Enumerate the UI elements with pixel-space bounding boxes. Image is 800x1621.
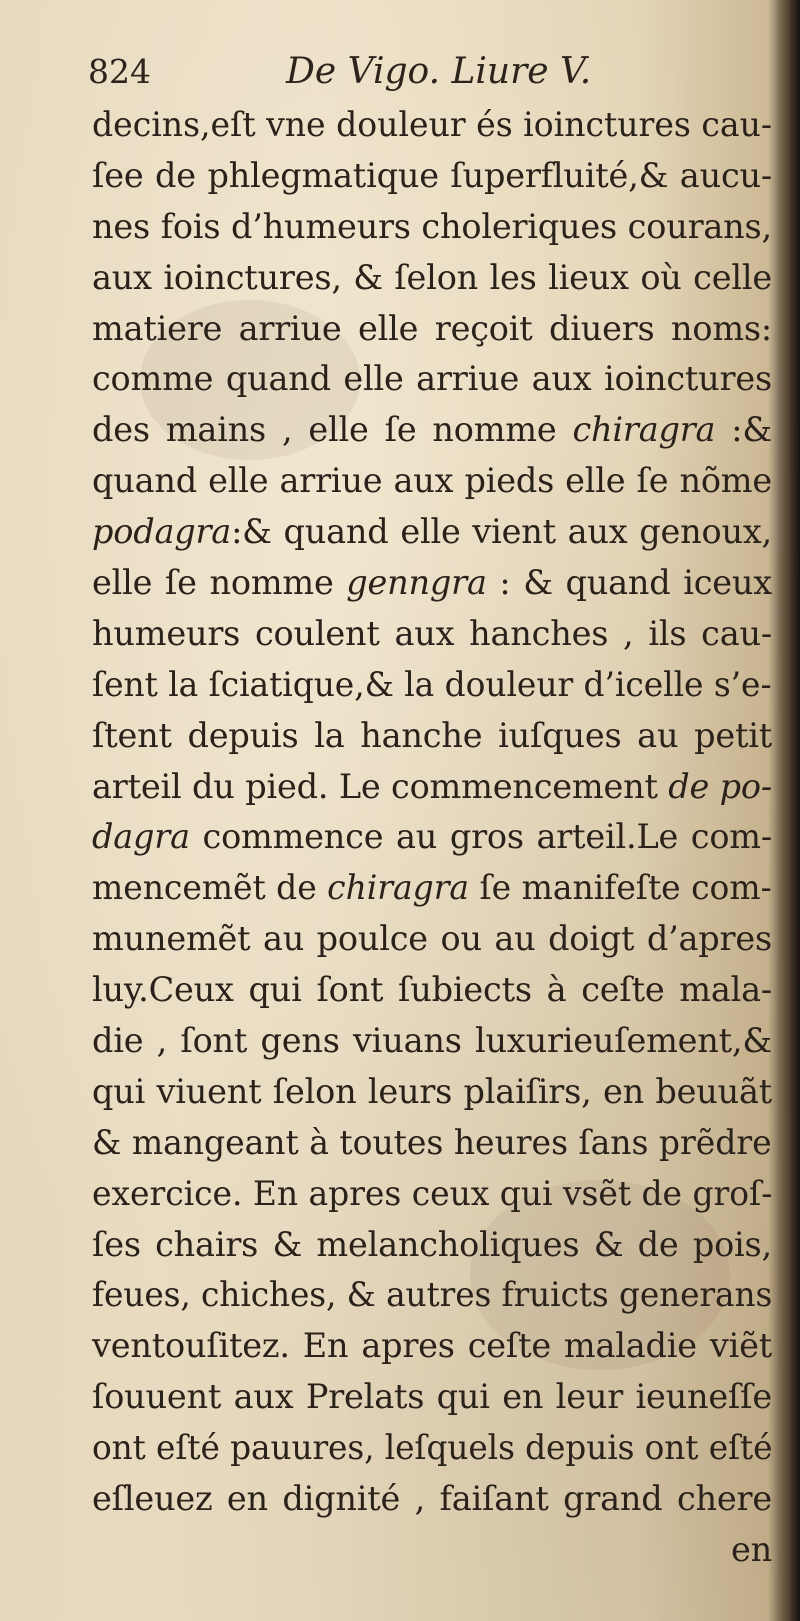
text-segment: munemẽt au poulce ou au doigt d’apres xyxy=(92,919,772,959)
page-number: 824 xyxy=(88,52,151,91)
text-line xyxy=(92,1423,773,1474)
text-line xyxy=(92,558,772,609)
text-line xyxy=(92,354,772,405)
text-segment: commence au gros arteil.Le com- xyxy=(189,817,772,857)
text-line xyxy=(92,151,772,202)
text-line xyxy=(92,1321,772,1372)
text-segment: quand elle arriue aux pieds elle ſe nõme xyxy=(92,461,772,501)
text-line xyxy=(92,762,772,813)
text-segment: decins,eſt vne douleur és ioinctures cau- xyxy=(92,105,773,144)
text-segment: ſent la ſciatique,& la douleur d’icelle s’e- xyxy=(92,664,772,704)
text-line xyxy=(92,1169,773,1220)
text-line xyxy=(92,100,773,151)
text-line xyxy=(92,914,772,965)
body-text xyxy=(92,100,772,1576)
text-line xyxy=(92,965,772,1016)
text-segment: nes fois d’humeurs choleriques courans, xyxy=(92,206,772,246)
text-segment: matiere arriue elle reçoit diuers noms: xyxy=(92,308,772,348)
text-segment: : & quand iceux xyxy=(486,563,772,603)
text-line xyxy=(92,1372,772,1423)
text-line xyxy=(92,1474,772,1525)
text-segment: eſleuez en dignité , faiſant grand chere xyxy=(92,1479,772,1519)
page-header xyxy=(88,48,688,96)
text-segment: humeurs coulent aux hanches , ils cau- xyxy=(92,613,772,653)
text-line xyxy=(92,812,772,863)
text-line xyxy=(92,1220,772,1271)
text-segment: qui viuent ſelon leurs plaiſirs, en beuuãt xyxy=(92,1071,772,1111)
text-segment: :& quand elle vient aux genoux, xyxy=(231,512,772,552)
text-segment: luy.Ceux qui ſont ſubiects à ceſte mala- xyxy=(92,970,772,1010)
text-line xyxy=(92,863,772,914)
text-line xyxy=(92,1067,772,1118)
italic-term: chiragra xyxy=(572,410,716,450)
text-line xyxy=(92,609,772,660)
italic-term: dagra xyxy=(92,817,190,857)
text-segment: elle ſe nomme xyxy=(92,563,347,603)
text-segment: arteil du pied. Le commencement xyxy=(92,766,669,806)
text-segment: & mangeant à toutes heures ſans prẽdre xyxy=(92,1122,772,1162)
text-segment: comme quand elle arriue aux ioinctures xyxy=(92,359,772,399)
catchword: en xyxy=(730,1529,772,1569)
text-segment: des mains , elle ſe nomme xyxy=(92,410,573,450)
italic-term: genngra xyxy=(346,563,487,603)
text-line xyxy=(92,253,772,304)
text-line xyxy=(92,202,772,253)
text-segment: die , ſont gens viuans luxurieuſement,& xyxy=(92,1021,772,1061)
text-segment: aux ioinctures, & ſelon les lieux où celle xyxy=(92,257,772,297)
text-line xyxy=(92,304,772,355)
italic-term: podagra xyxy=(92,512,232,552)
text-line xyxy=(92,660,772,711)
text-segment: ſee de phlegmatique ſuperfluité,& aucu- xyxy=(92,155,772,195)
text-segment: :& xyxy=(715,410,772,450)
italic-term: chiragra xyxy=(327,868,470,908)
catchword-line xyxy=(92,1525,772,1576)
text-segment: ſe manifeſte com- xyxy=(469,868,772,908)
text-segment: ont eſté pauures, leſquels depuis ont eſté xyxy=(92,1428,773,1468)
text-segment: ſtent depuis la hanche iuſques au petit xyxy=(92,715,772,755)
book-gutter xyxy=(774,0,800,1621)
text-segment: ſouuent aux Prelats qui en leur ieuneſſe xyxy=(92,1377,772,1417)
text-line xyxy=(92,711,772,762)
italic-term: de po- xyxy=(668,766,772,806)
text-line xyxy=(92,456,772,507)
text-segment: ventouſitez. En apres ceſte maladie viẽt xyxy=(92,1326,772,1366)
text-segment: ſes chairs & melancholiques & de pois, xyxy=(92,1224,772,1264)
text-line xyxy=(92,405,772,456)
text-line xyxy=(92,1118,772,1169)
text-line xyxy=(92,507,772,558)
running-title: De Vigo. Liure V. xyxy=(286,51,592,92)
text-line xyxy=(92,1270,773,1321)
text-segment: mencemẽt de xyxy=(92,868,328,908)
text-line xyxy=(92,1016,772,1067)
text-segment: feues, chiches, & autres fruicts generans xyxy=(92,1275,773,1315)
text-segment: exercice. En apres ceux qui vsẽt de groſ- xyxy=(92,1173,773,1213)
